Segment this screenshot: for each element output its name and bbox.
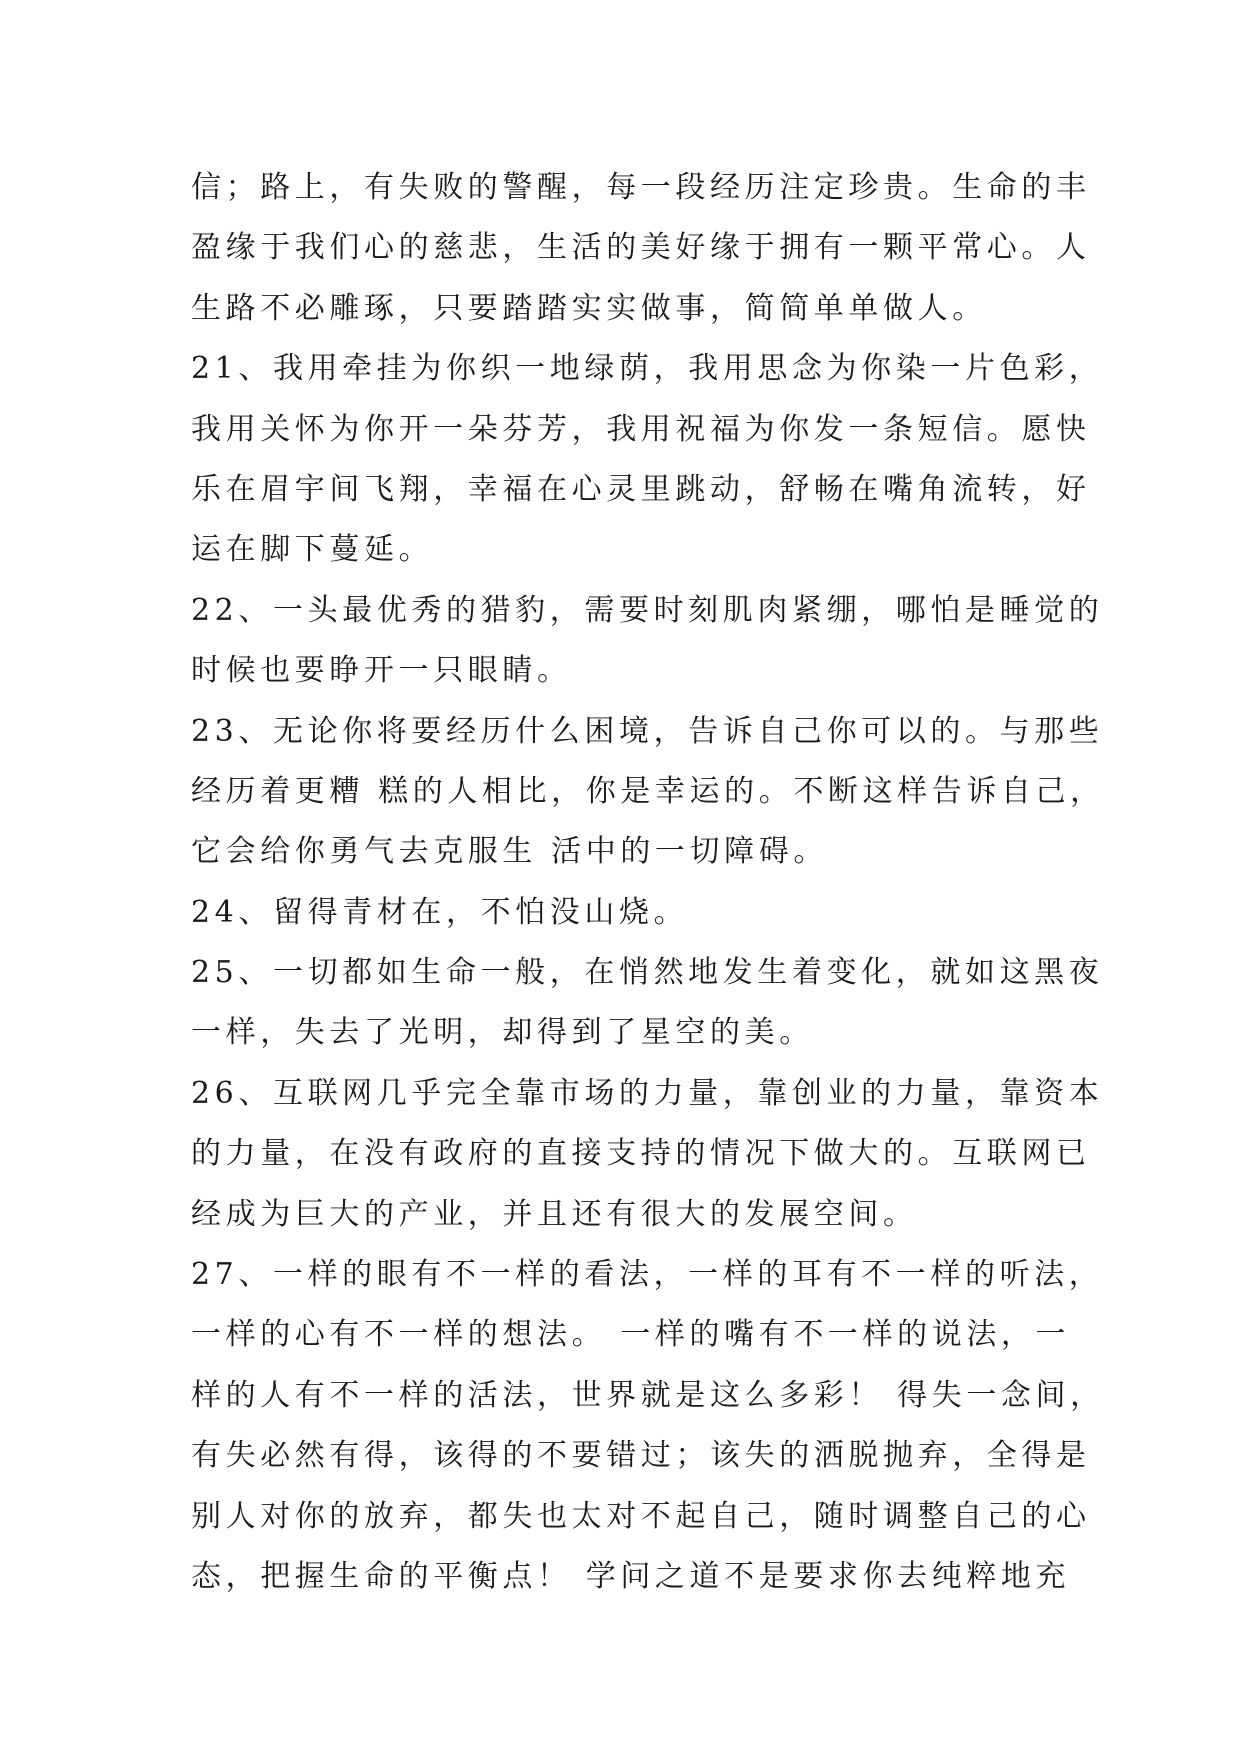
text-line: 信；路上，有失败的警醒，每一段经历注定珍贵。生命的丰 xyxy=(191,170,1091,205)
text-line: 有失必然有得，该得的不要错过；该失的洒脱抛弃，全得是 xyxy=(191,1438,1091,1474)
text-line: 态，把握生命的平衡点！ 学问之道不是要求你去纯粹地充 xyxy=(191,1558,1071,1594)
text-line: 别人对你的放弃，都失也太对不起自己，随时调整自己的心 xyxy=(191,1498,1091,1534)
text-line: 样的人有不一样的活法，世界就是这么多彩！ 得失一念间， xyxy=(191,1377,1105,1413)
text-line: 盈缘于我们心的慈悲，生活的美好缘于拥有一颗平常心。人 xyxy=(191,230,1091,266)
document-body xyxy=(191,158,1105,1607)
text-line: 的力量，在没有政府的直接支持的情况下做大的。互联网已 xyxy=(191,1136,1091,1172)
text-line: 运在脚下蔓延。 xyxy=(191,532,434,568)
text-line: 时候也要睁开一只眼睛。 xyxy=(191,653,572,689)
text-line: 22、一头最优秀的猎豹，需要时刻肌肉紧绷，哪怕是睡觉的 xyxy=(191,592,1104,628)
text-line: 25、一切都如生命一般，在悄然地发生着变化，就如这黑夜 xyxy=(191,955,1104,991)
text-line: 一样，失去了光明，却得到了星空的美。 xyxy=(191,1015,814,1051)
text-line: 26、互联网几乎完全靠市场的力量，靠创业的力量，靠资本 xyxy=(191,1075,1104,1111)
text-line: 生路不必雕琢，只要踏踏实实做事，简简单单做人。 xyxy=(191,290,987,326)
text-line: 经历着更糟 糕的人相比，你是幸运的。不断这样告诉自己， xyxy=(191,773,1105,809)
text-line: 乐在眉宇间飞翔，幸福在心灵里跳动，舒畅在嘴角流转，好 xyxy=(191,471,1091,507)
text-line: 23、无论你将要经历什么困境，告诉自己你可以的。与那些 xyxy=(191,713,1104,749)
text-line: 我用关怀为你开一朵芬芳，我用祝福为你发一条短信。愿快 xyxy=(191,411,1091,447)
text-line: 27、一样的眼有不一样的看法，一样的耳有不一样的听法， xyxy=(191,1257,1104,1293)
text-line: 21、我用牵挂为你织一地绿荫，我用思念为你染一片色彩， xyxy=(191,351,1104,387)
text-line: 一样的心有不一样的想法。 一样的嘴有不一样的说法，一 xyxy=(191,1317,1071,1353)
text-line: 它会给你勇气去克服生 活中的一切障碍。 xyxy=(191,834,828,870)
text-line: 经成为巨大的产业，并且还有很大的发展空间。 xyxy=(191,1196,918,1232)
text-line: 24、留得青材在，不怕没山烧。 xyxy=(191,894,689,930)
